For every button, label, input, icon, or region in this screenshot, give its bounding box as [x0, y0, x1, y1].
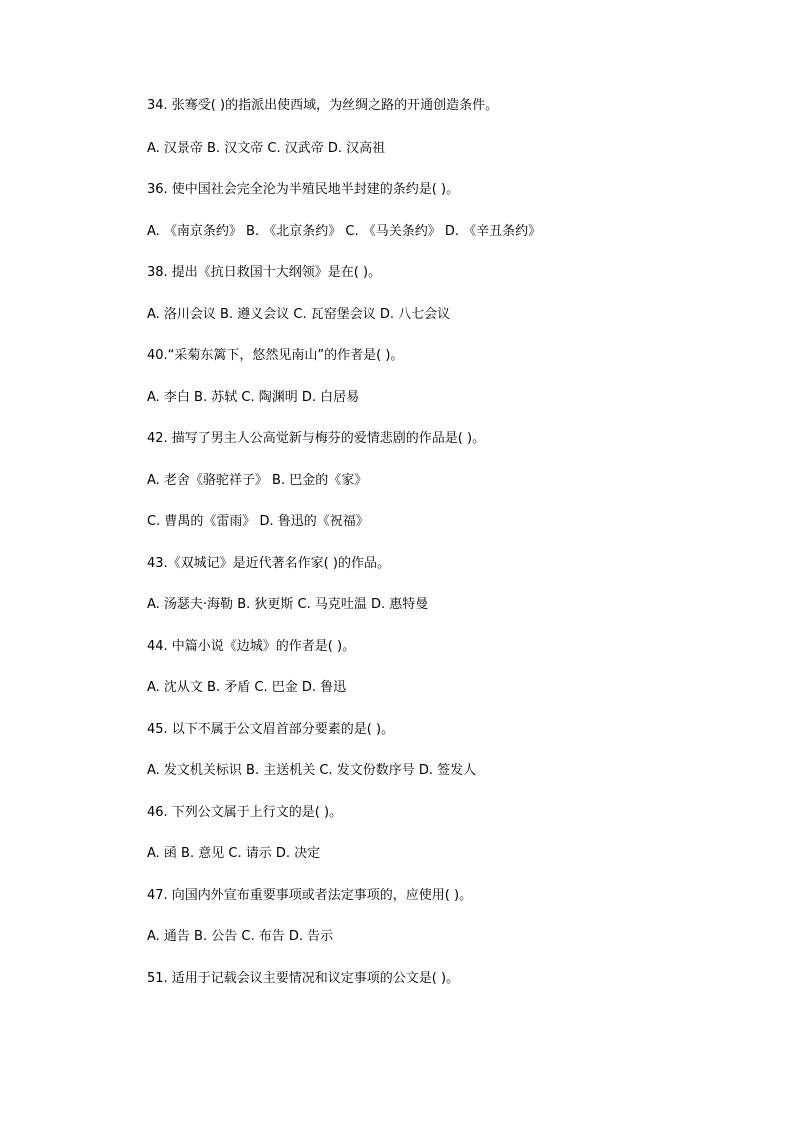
options-40: A. 李白 B. 苏轼 C. 陶渊明 D. 白居易 [147, 390, 360, 405]
question-45: 45. 以下不属于公文眉首部分要素的是( )。 [147, 722, 395, 737]
question-36: 36. 使中国社会完全沦为半殖民地半封建的条约是( )。 [147, 182, 460, 197]
options-38: A. 洛川会议 B. 遵义会议 C. 瓦窑堡会议 D. 八七会议 [147, 307, 451, 322]
question-46: 46. 下列公文属于上行文的是( )。 [147, 805, 343, 820]
options-42-cd: C. 曹禺的《雷雨》 D. 鲁迅的《祝福》 [147, 514, 369, 529]
options-36: A. 《南京条约》 B. 《北京条约》 C. 《马关条约》 D. 《辛丑条约》 [147, 224, 542, 239]
options-43: A. 汤瑟夫·海勒 B. 狄更斯 C. 马克吐温 D. 惠特曼 [147, 597, 429, 612]
question-34: 34. 张骞受( )的指派出使西域，为丝绸之路的开通创造条件。 [147, 98, 499, 113]
options-42-ab: A. 老舍《骆驼祥子》 B. 巴金的《家》 [147, 473, 368, 488]
question-38: 38. 提出《抗日救国十大纲领》是在( )。 [147, 265, 382, 280]
options-34: A. 汉景帝 B. 汉文帝 C. 汉武帝 D. 汉高祖 [147, 141, 386, 156]
options-47: A. 通告 B. 公告 C. 布告 D. 告示 [147, 929, 334, 944]
options-44: A. 沈从文 B. 矛盾 C. 巴金 D. 鲁迅 [147, 680, 347, 695]
question-51: 51. 适用于记载会议主要情况和议定事项的公文是( )。 [147, 971, 460, 986]
question-44: 44. 中篇小说《边城》的作者是( )。 [147, 639, 356, 654]
question-42: 42. 描写了男主人公高觉新与梅芬的爱情悲剧的作品是( )。 [147, 431, 486, 446]
question-40: 40.“采菊东篱下，悠然见南山”的作者是( )。 [147, 348, 404, 363]
options-46: A. 函 B. 意见 C. 请示 D. 决定 [147, 846, 321, 861]
question-47: 47. 向国内外宣布重要事项或者法定事项的，应使用( )。 [147, 888, 473, 903]
options-45: A. 发文机关标识 B. 主送机关 C. 发文份数序号 D. 签发人 [147, 763, 477, 778]
question-43: 43.《双城记》是近代著名作家( )的作品。 [147, 556, 390, 571]
